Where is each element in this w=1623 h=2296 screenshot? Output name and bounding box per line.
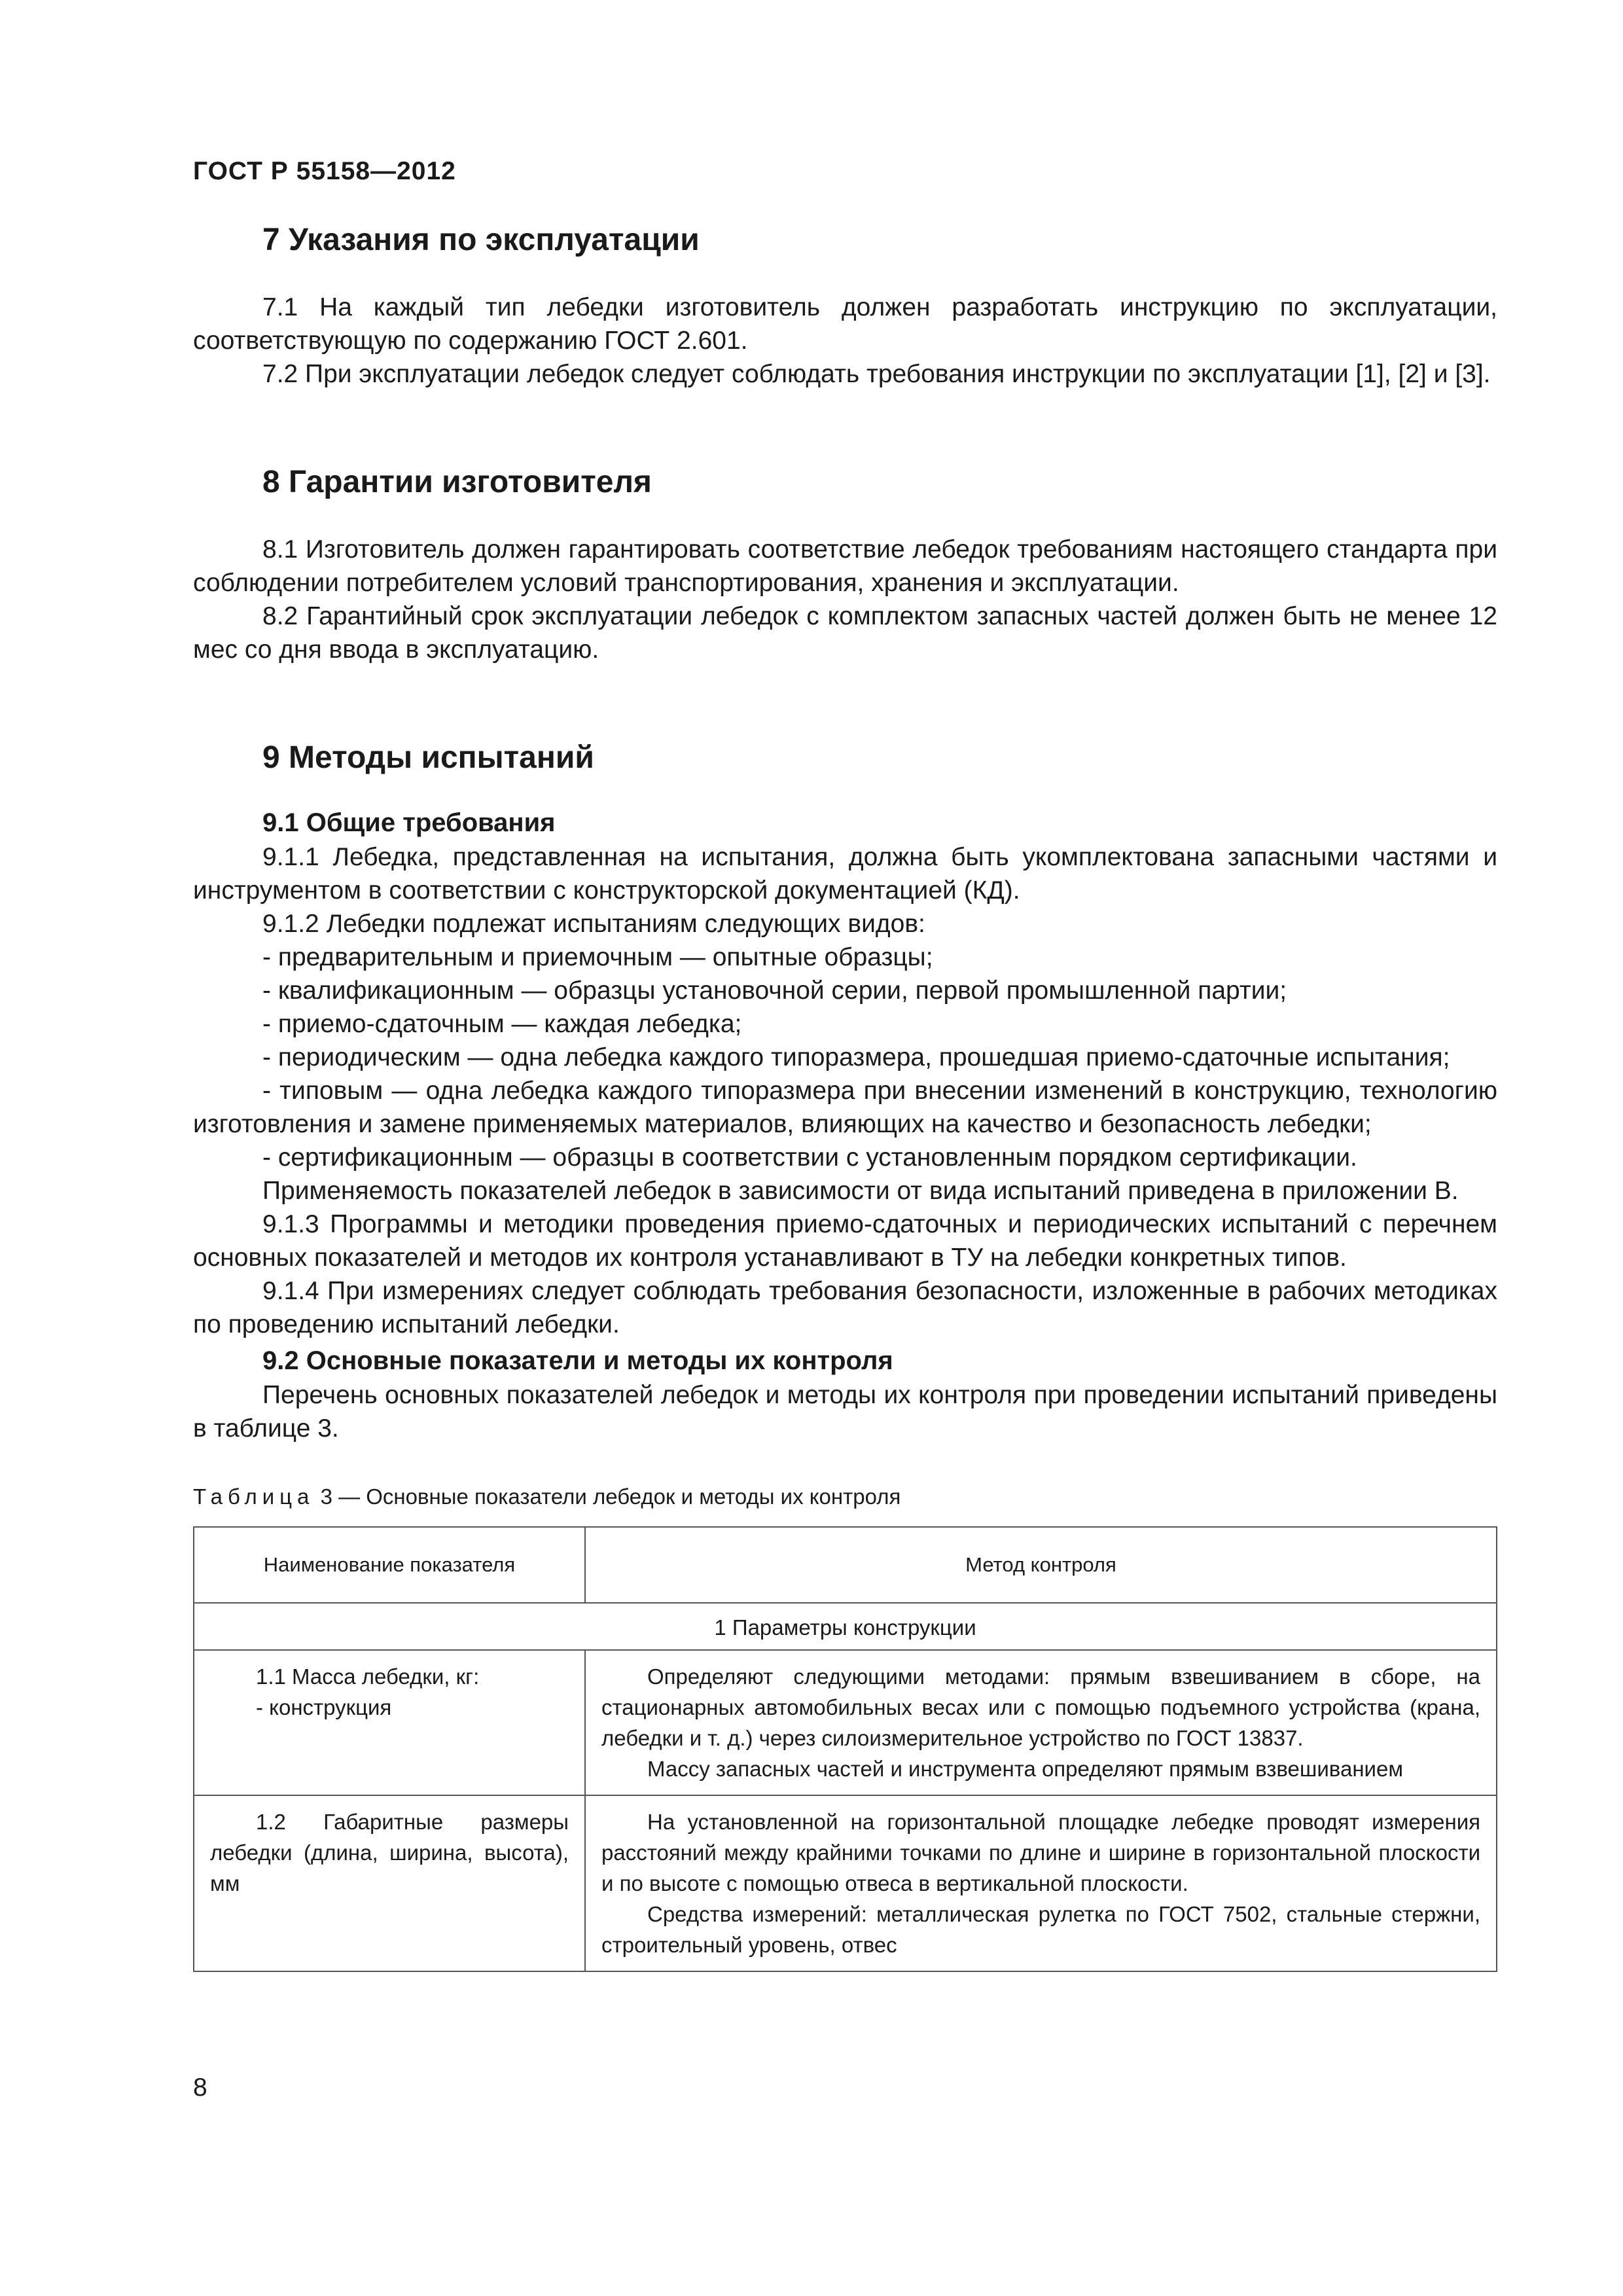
list-item: - предварительным и приемочным — опытные образцы; bbox=[262, 943, 933, 971]
paragraph-9-1-3: 9.1.3 Программы и методики проведения приемо-сдаточных и периодических испытаний с перечнем основных показателей и методов их контроля устанавливают в ТУ на лебедки конкретных типов. bbox=[193, 1210, 1497, 1272]
paragraph-7-2: 7.2 При эксплуатации лебедок следует соблюдать требования инструкции по эксплуатации [1], [2] и [3]. bbox=[262, 360, 1491, 388]
method-cell bbox=[585, 1650, 1497, 1795]
table-header-row bbox=[194, 1527, 1497, 1603]
paragraph-applicability: Применяемость показателей лебедок в зависимости от вида испытаний приведена в приложении В. bbox=[262, 1177, 1459, 1205]
method-text: Определяют следующими методами: прямым взвешиванием в сборе, на стационарных автомобильных весах или с помощью подъемного устройства (крана, лебедки и т. д.) через силоизмерительное устройство по ГОСТ 13837. bbox=[601, 1664, 1480, 1750]
table-caption-word: Таблица bbox=[193, 1484, 315, 1509]
paragraph-9-2: Перечень основных показателей лебедок и методы их контроля при проведении испытаний приведены в таблице 3. bbox=[193, 1381, 1497, 1443]
subsection-9-2-title: 9.2 Основные показатели и методы их контроля bbox=[262, 1346, 893, 1375]
subsection-9-1-title: 9.1 Общие требования bbox=[262, 808, 556, 837]
section-7-title: 7 Указания по эксплуатации bbox=[262, 223, 700, 257]
section-8-title: 8 Гарантии изготовителя bbox=[262, 465, 652, 499]
paragraph-9-1-4: 9.1.4 При измерениях следует соблюдать требования безопасности, изложенные в рабочих методиках по проведению испытаний лебедки. bbox=[193, 1277, 1497, 1338]
paragraph-9-1-2: 9.1.2 Лебедки подлежат испытаниям следующих видов: bbox=[262, 910, 925, 938]
indicators-table bbox=[193, 1526, 1497, 1972]
indicator-cell bbox=[194, 1795, 585, 1971]
list-item: - квалификационным — образцы установочной серии, первой промышленной партии; bbox=[262, 977, 1287, 1005]
list-item: - приемо-сдаточным — каждая лебедка; bbox=[262, 1010, 742, 1038]
table-caption bbox=[193, 1484, 1497, 1509]
column-header-method: Метод контроля bbox=[585, 1527, 1497, 1603]
table-row bbox=[194, 1650, 1497, 1795]
list-item: - типовым — одна лебедка каждого типоразмера при внесении изменений в конструкцию, технологию изготовления и замене применяемых материалов, влияющих на качество и безопасность лебедки; bbox=[193, 1077, 1497, 1138]
table-caption-text: 3 — Основные показатели лебедок и методы их контроля bbox=[320, 1484, 901, 1509]
document-page bbox=[193, 157, 1497, 1972]
document-id-header: ГОСТ Р 55158—2012 bbox=[193, 157, 456, 185]
indicator-subitem: - конструкция bbox=[256, 1695, 392, 1719]
method-text: Массу запасных частей и инструмента определяют прямым взвешиванием bbox=[647, 1757, 1404, 1781]
indicator-cell bbox=[194, 1650, 585, 1795]
table-section-row bbox=[194, 1603, 1497, 1650]
method-text: Средства измерений: металлическая рулетка по ГОСТ 7502, стальные стержни, строительный уровень, отвес bbox=[601, 1902, 1480, 1957]
paragraph-8-2: 8.2 Гарантийный срок эксплуатации лебедок с комплектом запасных частей должен быть не менее 12 мес со дня ввода в эксплуатацию. bbox=[193, 602, 1497, 664]
section-label: 1 Параметры конструкции bbox=[194, 1603, 1497, 1650]
paragraph-7-1: 7.1 На каждый тип лебедки изготовитель должен разработать инструкцию по эксплуатации, соответствующую по содержанию ГОСТ 2.601. bbox=[193, 293, 1497, 355]
method-cell bbox=[585, 1795, 1497, 1971]
method-text: На установленной на горизонтальной площадке лебедке проводят измерения расстояний между крайними точками по длине и ширине в горизонтальной плоскости и по высоте с помощью отвеса в вертикальной плоскости. bbox=[601, 1810, 1480, 1895]
list-item: - сертификационным — образцы в соответствии с установленным порядком сертификации. bbox=[262, 1143, 1357, 1172]
column-header-indicator: Наименование показателя bbox=[194, 1527, 585, 1603]
paragraph-8-1: 8.1 Изготовитель должен гарантировать соответствие лебедок требованиям настоящего стандарта при соблюдении потребителем условий транспортирования, хранения и эксплуатации. bbox=[193, 535, 1497, 597]
paragraph-9-1-1: 9.1.1 Лебедка, представленная на испытания, должна быть укомплектована запасными частями и инструментом в соответствии с конструкторской документацией (КД). bbox=[193, 843, 1497, 905]
table-row bbox=[194, 1795, 1497, 1971]
indicator-name: 1.2 Габаритные размеры лебедки (длина, ширина, высота), мм bbox=[210, 1810, 569, 1895]
indicator-name: 1.1 Масса лебедки, кг: bbox=[256, 1664, 480, 1689]
section-9-title: 9 Методы испытаний bbox=[262, 740, 594, 775]
list-item: - периодическим — одна лебедка каждого типоразмера, прошедшая приемо-сдаточные испытания; bbox=[262, 1043, 1450, 1071]
page-number: 8 bbox=[193, 2073, 207, 2102]
